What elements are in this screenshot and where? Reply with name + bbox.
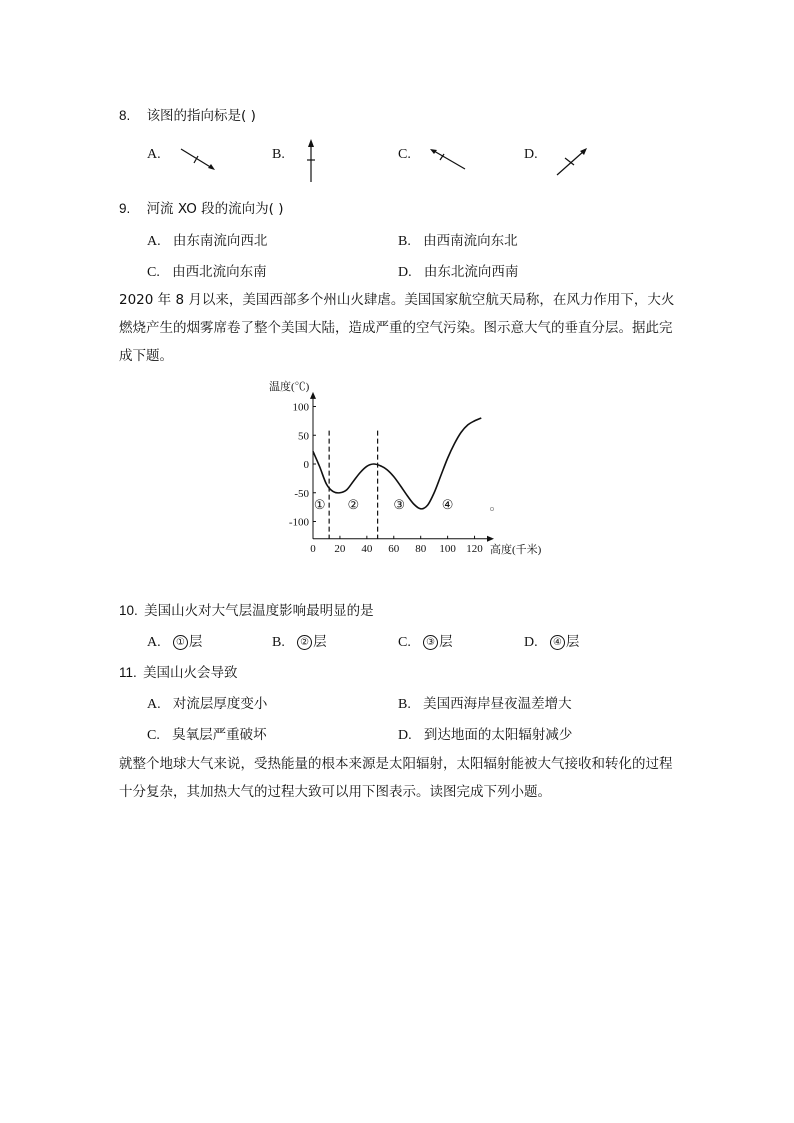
x-axis-label: 高度(千米) [490, 543, 542, 556]
temperature-curve [313, 418, 481, 509]
q10-option-d[interactable] [524, 630, 579, 651]
q8-option-d[interactable] [524, 146, 538, 163]
option-letter: C. [398, 147, 411, 162]
stray-dot-mark [490, 507, 493, 510]
x-tick-label: 0 [310, 542, 316, 555]
option-letter: A. [147, 147, 161, 162]
layer-number: ③ [423, 635, 438, 650]
atmosphere-temperature-chart [265, 378, 542, 558]
option-letter: A. [147, 234, 161, 249]
x-tick-label: 80 [415, 542, 427, 555]
q8-stem-row [119, 104, 256, 124]
option-letter: B. [272, 147, 285, 162]
option-text: 层 [565, 634, 580, 650]
option-text: 层 [188, 634, 203, 650]
x-tick-label: 20 [334, 542, 346, 555]
option-letter: D. [524, 635, 538, 650]
q8-option-c[interactable] [398, 146, 411, 163]
layer-number: ② [297, 635, 312, 650]
option-text: 美国西海岸昼夜温差增大 [423, 696, 572, 712]
x-tick-label: 100 [439, 542, 456, 555]
arrow-diagonal-up-right-icon [554, 146, 590, 178]
q10-stem-row [119, 599, 374, 619]
q9-option-c[interactable] [147, 260, 267, 281]
option-letter: B. [398, 697, 411, 712]
layer-label: ③ [393, 496, 405, 512]
layer-label: ④ [441, 496, 454, 512]
q10-option-c[interactable] [398, 630, 453, 651]
option-letter: B. [272, 635, 285, 650]
q11-option-c[interactable] [147, 723, 267, 744]
question-number: 8. [119, 108, 131, 123]
option-letter: C. [147, 728, 160, 743]
option-text: 臭氧层严重破坏 [172, 727, 267, 743]
y-tick-label: -50 [294, 487, 309, 500]
passage-solar-radiation: 就整个地球大气来说，受热能量的根本来源是太阳辐射，太阳辐射能被大气接收和转化的过程十分复杂，其加热大气的过程大致可以用下图表示。读图完成下列小题。 [119, 756, 673, 800]
q11-option-b[interactable] [398, 692, 572, 713]
option-letter: A. [147, 635, 161, 650]
x-axis-arrow [487, 536, 494, 542]
option-letter: B. [398, 234, 411, 249]
q8-option-b[interactable] [272, 146, 285, 163]
option-letter: A. [147, 697, 161, 712]
question-stem: 河流 XO 段的流向为( ) [146, 201, 284, 217]
layer-label: ② [347, 496, 360, 512]
passage-wildfire: 2020 年 8 月以来，美国西部多个州山火肆虐。美国国家航空航天局称，在风力作用下，大火燃烧产生的烟雾席卷了整个美国大陆，造成严重的空气污染。图示意大气的垂直分层。据此完成下题。 [119, 292, 675, 364]
q9-option-b[interactable] [398, 229, 518, 250]
q10-option-b[interactable] [272, 630, 327, 651]
q9-option-a[interactable] [147, 229, 267, 250]
layer-number: ④ [550, 635, 565, 650]
option-text: 到达地面的太阳辐射减少 [423, 727, 573, 743]
x-tick-label: 120 [466, 542, 483, 555]
q11-stem-row [119, 661, 238, 681]
y-tick-label: 0 [303, 459, 309, 471]
q9-stem-row [119, 197, 283, 217]
q11-option-a[interactable] [147, 692, 267, 713]
q11-option-d[interactable] [398, 723, 572, 744]
option-text: 层 [439, 634, 453, 650]
arrow-vertical-up-icon [303, 138, 319, 184]
x-tick-label: 60 [388, 542, 400, 555]
option-text: 对流层厚度变小 [172, 696, 268, 712]
question-stem: 该图的指向标是( ) [146, 108, 256, 124]
y-axis-arrow [310, 392, 316, 399]
question-stem: 美国山火对大气层温度影响最明显的是 [144, 603, 374, 619]
option-text: 由西南流向东北 [423, 233, 518, 249]
layer-label: ① [313, 496, 326, 512]
q8-option-a[interactable] [147, 146, 161, 163]
arrow-diagonal-up-left-icon [428, 146, 468, 172]
q9-option-d[interactable] [398, 260, 518, 281]
y-tick-label: 50 [298, 430, 309, 443]
option-letter: C. [398, 635, 411, 650]
option-letter: D. [398, 728, 412, 743]
question-number: 10. [119, 603, 138, 618]
q10-option-a[interactable] [147, 630, 202, 651]
x-tick-label: 40 [361, 542, 373, 555]
question-number: 9. [119, 201, 131, 216]
option-text: 由东南流向西北 [172, 233, 268, 249]
option-text: 层 [313, 634, 327, 650]
question-number: 11. [119, 665, 137, 680]
y-tick-label: -100 [288, 516, 309, 529]
option-text: 由东北流向西南 [423, 264, 519, 280]
y-axis-label: 温度(℃) [269, 381, 310, 393]
option-letter: D. [398, 265, 412, 280]
question-stem: 美国山火会导致 [143, 665, 238, 681]
layer-number: ① [173, 635, 188, 650]
option-text: 由西北流向东南 [172, 264, 267, 280]
arrow-diagonal-down-right-icon [178, 146, 218, 172]
option-letter: C. [147, 265, 160, 280]
y-tick-label: 100 [292, 401, 309, 414]
option-letter: D. [524, 147, 538, 162]
